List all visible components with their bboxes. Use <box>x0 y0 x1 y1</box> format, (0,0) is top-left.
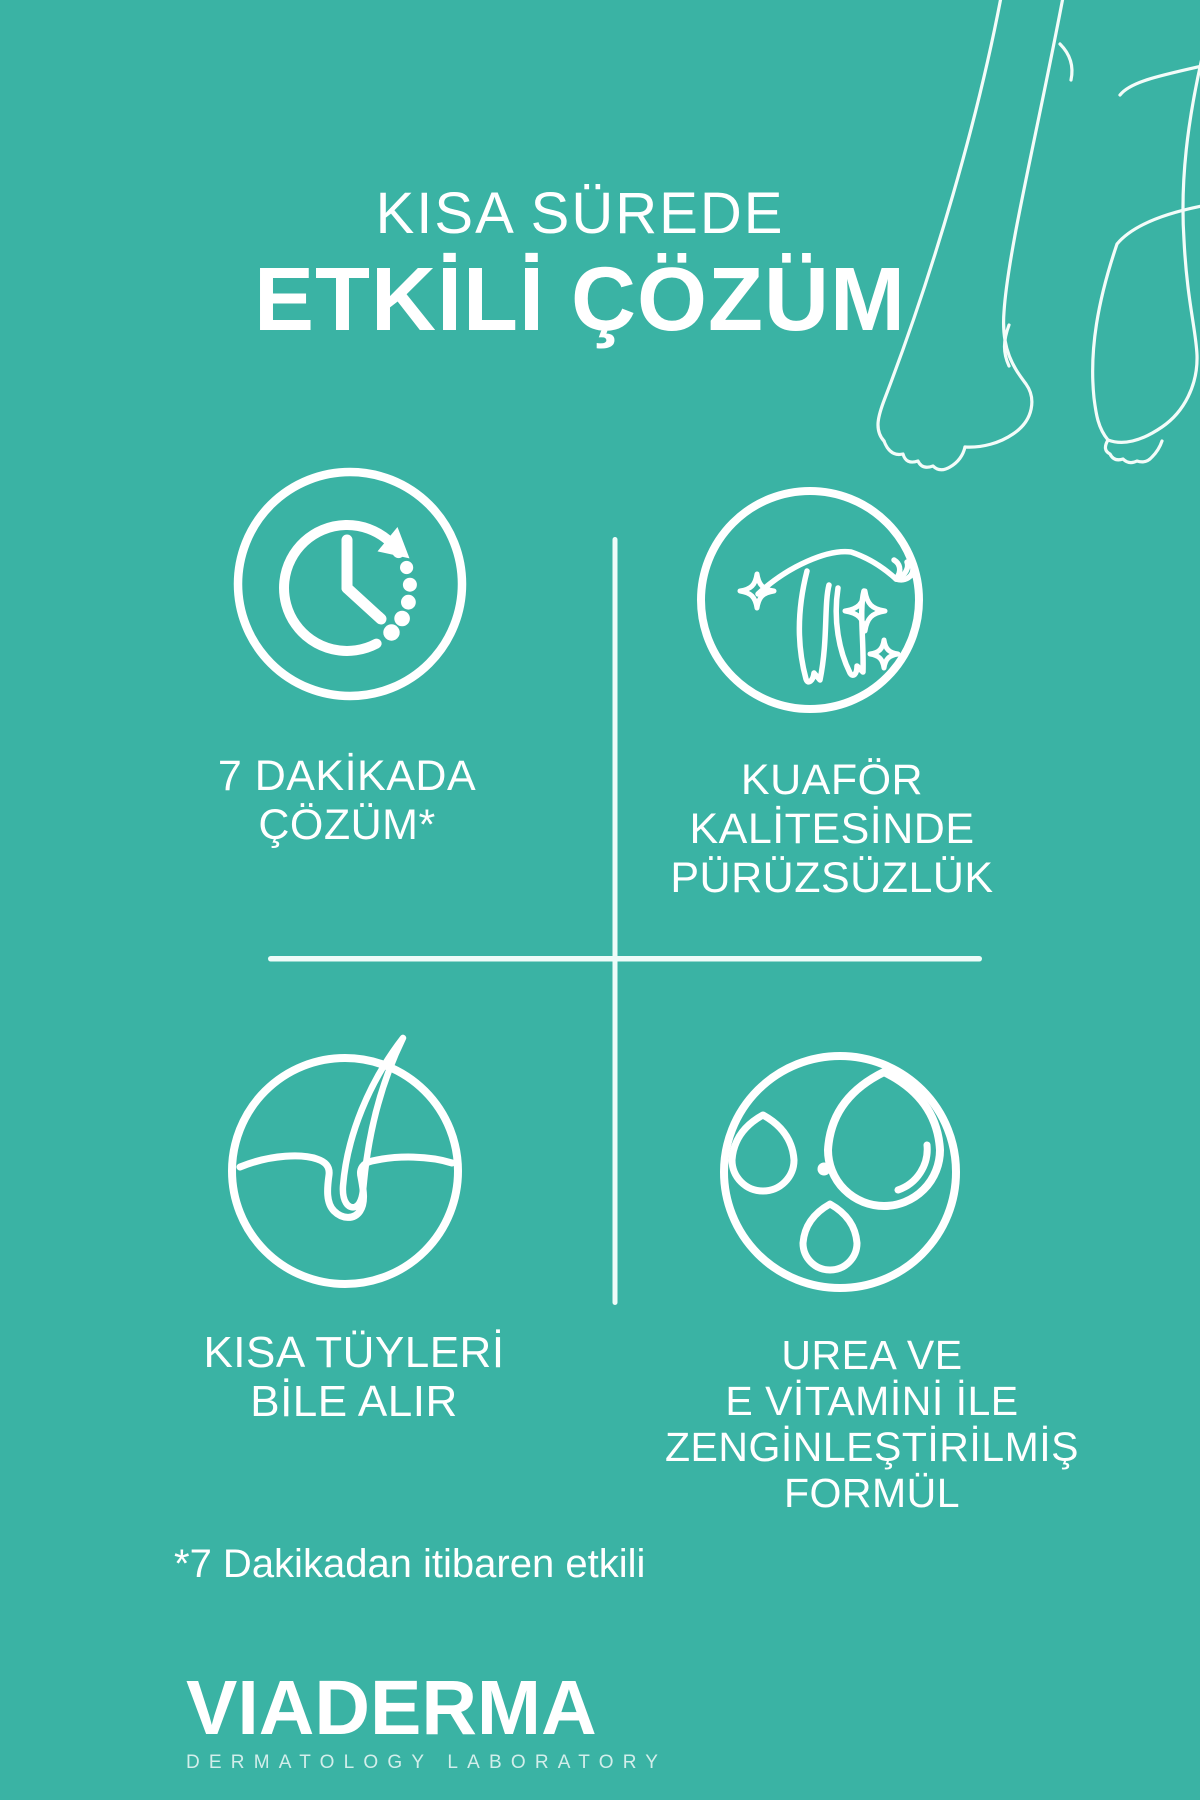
feature-label-line: ZENGİNLEŞTİRİLMİŞ <box>664 1424 1079 1470</box>
title-line-2: ETKİLİ ÇÖZÜM <box>254 250 906 350</box>
feature-label-short-hair <box>124 1328 584 1426</box>
vertical-divider <box>613 537 618 1305</box>
feature-label-smoothness <box>602 756 1062 903</box>
feature-label-formula <box>612 1332 1132 1516</box>
feature-label-line: UREA VE <box>781 1332 963 1378</box>
feature-label-time <box>117 752 577 850</box>
feature-label-line: KALİTESİNDE <box>689 805 975 853</box>
feature-label-line: E VİTAMİNİ İLE <box>725 1378 1019 1424</box>
feature-label-line: PÜRÜZSÜZLÜK <box>670 854 994 902</box>
smooth-legs-icon <box>701 491 919 709</box>
title-line-1: KISA SÜREDE <box>375 181 785 246</box>
feature-label-line: KUAFÖR <box>740 756 924 804</box>
feature-label-line: KISA TÜYLERİ <box>203 1328 505 1377</box>
brand-tagline: DERMATOLOGY LABORATORY <box>186 1752 668 1773</box>
feature-label-line: ÇÖZÜM* <box>258 801 436 849</box>
sparkle-icons <box>740 574 898 668</box>
feature-label-line: 7 DAKİKADA <box>217 752 477 800</box>
clock-icon <box>238 472 462 696</box>
feature-label-line: BİLE ALIR <box>250 1377 458 1426</box>
horizontal-divider <box>268 956 982 962</box>
footnote: *7 Dakikadan itibaren etkili <box>174 1542 646 1586</box>
hair-follicle-icon <box>232 1038 458 1284</box>
page-title <box>0 182 1160 348</box>
brand-logo <box>186 1665 686 1774</box>
brand-name: VIADERMA <box>186 1665 597 1751</box>
feature-label-line: FORMÜL <box>783 1470 961 1516</box>
water-drops-icon <box>724 1056 956 1288</box>
